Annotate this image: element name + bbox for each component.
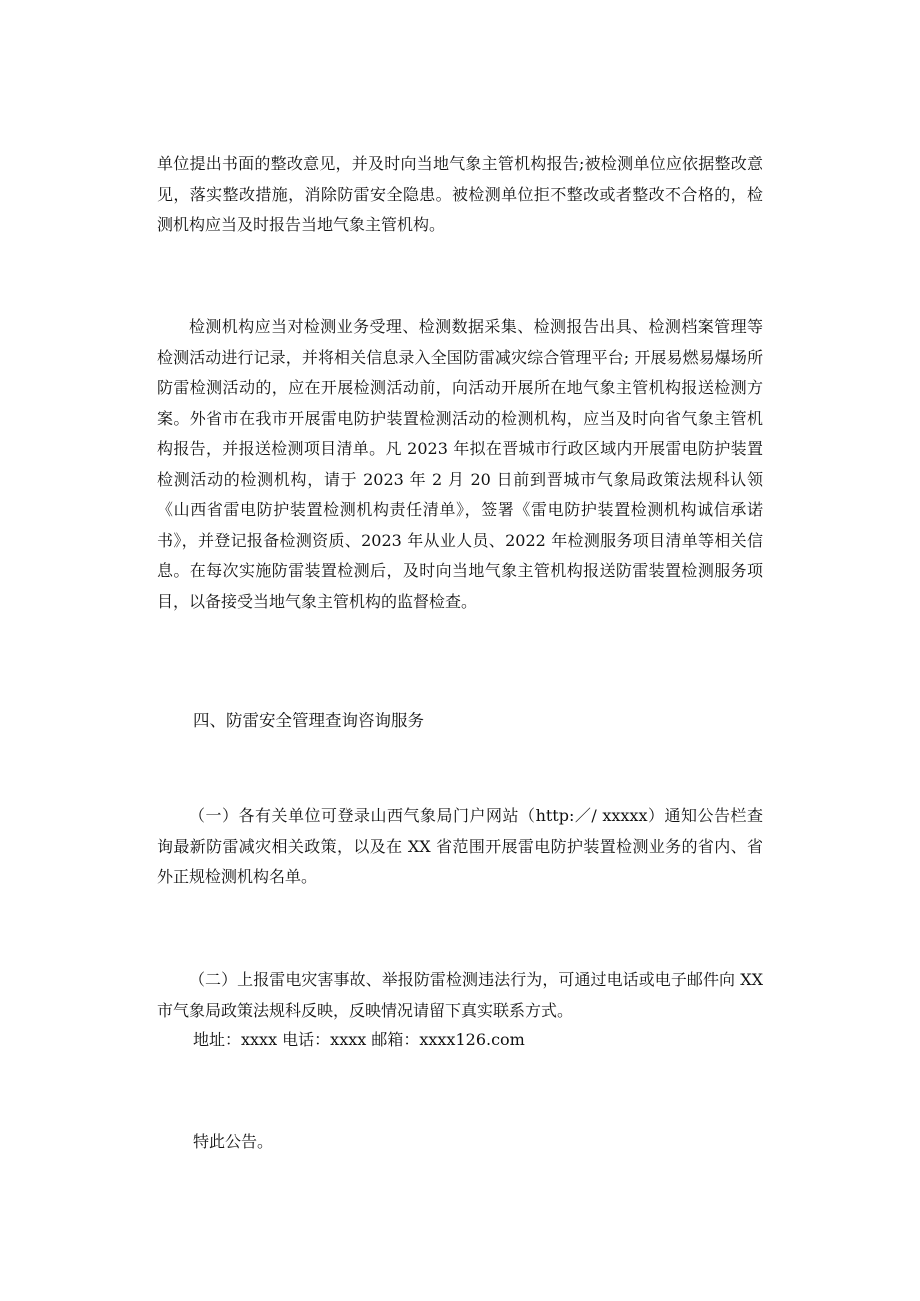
- contact-line: 地址：xxxx 电话：xxxx 邮箱：xxxx126.com: [193, 1030, 525, 1049]
- paragraph-report-violations: （二）上报雷电灾害事故、举报防雷检测违法行为，可通过电话或电子邮件向 XX 市气象局政策法规科反映，反映情况请留下真实联系方式。: [157, 970, 763, 1020]
- paragraph-inquiry-website: （一）各有关单位可登录山西气象局门户网站（http:／/ xxxxx）通知公告栏查询最新防雷减灾相关政策，以及在 XX 省范围开展雷电防护装置检测业务的省内、省外正规检测机构名单。: [157, 806, 763, 886]
- section-heading: 四、防雷安全管理查询咨询服务: [193, 711, 424, 730]
- paragraph-detection-records: 检测机构应当对检测业务受理、检测数据采集、检测报告出具、检测档案管理等检测活动进行记录，并将相关信息录入全国防雷减灾综合管理平台; 开展易燃易爆场所防雷检测活动的，应在开展检测活动前，向活动开展所在地气象主管机构报送检测方案。外省市在我市开展雷电防护装置检测活动的检测机构，应当及时向省气象主管机构报告，并报送检测项目清单。凡 2023 年拟在晋城市行政区域内开展雷电防护装置检测活动的检测机构，请于 2023 年 2 月 20 日前到晋城市气象局政策法规科认领《山西省雷电防护装置检测机构责任清单》，签署《雷电防护装置检测机构诚信承诺书》，并登记报备检测资质、2023 年从业人员、2022 年检测服务项目清单等相关信息。在每次实施防雷装置检测后，及时向当地气象主管机构报送防雷装置检测服务项目，以备接受当地气象主管机构的监督检查。: [157, 317, 763, 611]
- closing-text: 特此公告。: [193, 1132, 274, 1151]
- paragraph-rectification: 单位提出书面的整改意见，并及时向当地气象主管机构报告;被检测单位应依据整改意见，落实整改措施，消除防雷安全隐患。被检测单位拒不整改或者整改不合格的，检测机构应当及时报告当地气象主管机构。: [157, 154, 763, 234]
